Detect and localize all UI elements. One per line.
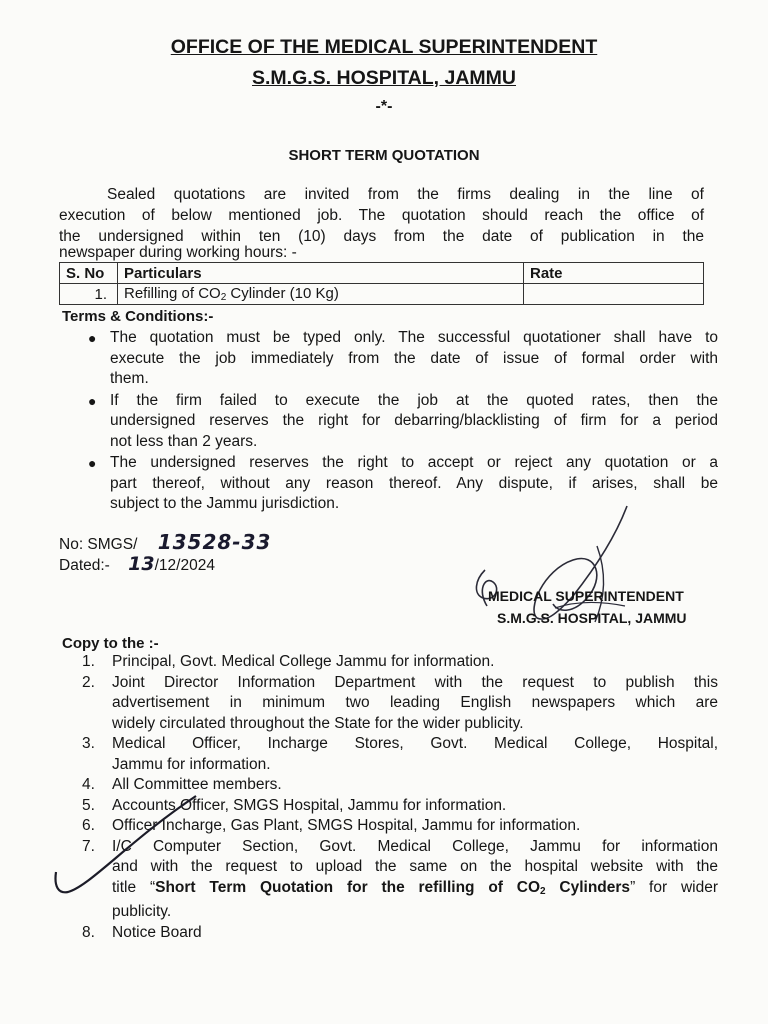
terms-list: [86, 328, 718, 516]
header-separator: -*-: [375, 98, 393, 115]
handwritten-number: 13528-33: [157, 530, 272, 554]
intro-line: the undersigned within ten (10) days from the date of publication in the: [59, 228, 704, 245]
copy-item: 2. Joint Director Information Department with the request to publish this advertisement in minimum two leading English newspapers which are widely circulated throughout the State for the wider publicity.: [82, 673, 718, 732]
term-item: ● The undersigned reserves the right to accept or reject any quotation or a part thereof, without any reason thereof. Any dispute, if arises, shall be subject to the Jammu jurisdiction.: [88, 454, 718, 512]
handwritten-tick: [50, 790, 200, 910]
copy-to-heading: Copy to the :-: [62, 635, 159, 652]
intro-line: execution of below mentioned job. The quotation should reach the office of: [59, 207, 704, 224]
copy-item: 5. Accounts Officer, SMGS Hospital, Jammu for information.: [82, 796, 507, 814]
reference-date: Dated:- 13/12/2024: [59, 553, 215, 575]
signatory-title: MEDICAL SUPERINTENDENT: [488, 588, 684, 604]
row-rate: [524, 284, 704, 305]
copy-item: 8. Notice Board: [82, 923, 202, 941]
handwritten-day: 13: [128, 553, 155, 575]
terms-heading: Terms & Conditions:-: [62, 308, 214, 325]
row-sno: 1.: [60, 284, 118, 305]
copy-item: 3. Medical Officer, Incharge Stores, Govt. Medical College, Hospital, Jammu for information.: [82, 735, 718, 773]
table-row: [60, 284, 704, 305]
intro-paragraph: [59, 184, 704, 259]
header-sno: S. No: [60, 263, 118, 284]
intro-line: Sealed quotations are invited from the firms dealing in the line of: [107, 186, 704, 203]
copy-item: 4. All Committee members.: [82, 776, 282, 793]
table-header-row: [60, 263, 704, 284]
intro-line: newspaper during working hours: -: [59, 244, 297, 261]
row-particular: Refilling of $CO_2$ Cylinder (10 Kg): [118, 284, 524, 305]
copy-item: 7. I/C Computer Section, Govt. Medical College, Jammu for information and with the request to upload the same on the hospital website with the title “Short Term Quotation for the refilling of $CO_2$ Cylinders” for wider publicity.: [82, 837, 718, 920]
term-item: ● The quotation must be typed only. The successful quotationer shall have to execute the job immediately from the date of issue of formal order with them.: [88, 329, 718, 387]
signatory-org: S.M.G.S. HOSPITAL, JAMMU: [497, 610, 687, 626]
copy-item: 1. Principal, Govt. Medical College Jammu for information.: [82, 653, 495, 670]
header-rate: Rate: [524, 263, 704, 284]
hospital-heading: S.M.G.S. HOSPITAL, JAMMU: [252, 67, 516, 89]
reference-number: No: SMGS/ 13528-33: [59, 530, 272, 554]
quotation-table: [59, 262, 704, 305]
office-heading: OFFICE OF THE MEDICAL SUPERINTENDENT: [170, 36, 598, 58]
header-particulars: Particulars: [118, 263, 524, 284]
copy-item: 6. Officer Incharge, Gas Plant, SMGS Hospital, Jammu for information.: [82, 817, 581, 834]
term-item: ● If the firm failed to execute the job at the quoted rates, then the undersigned reserves the right for debarring/blacklisting of firm for a period not less than 2 years.: [88, 391, 718, 450]
document-title: SHORT TERM QUOTATION: [288, 147, 480, 164]
